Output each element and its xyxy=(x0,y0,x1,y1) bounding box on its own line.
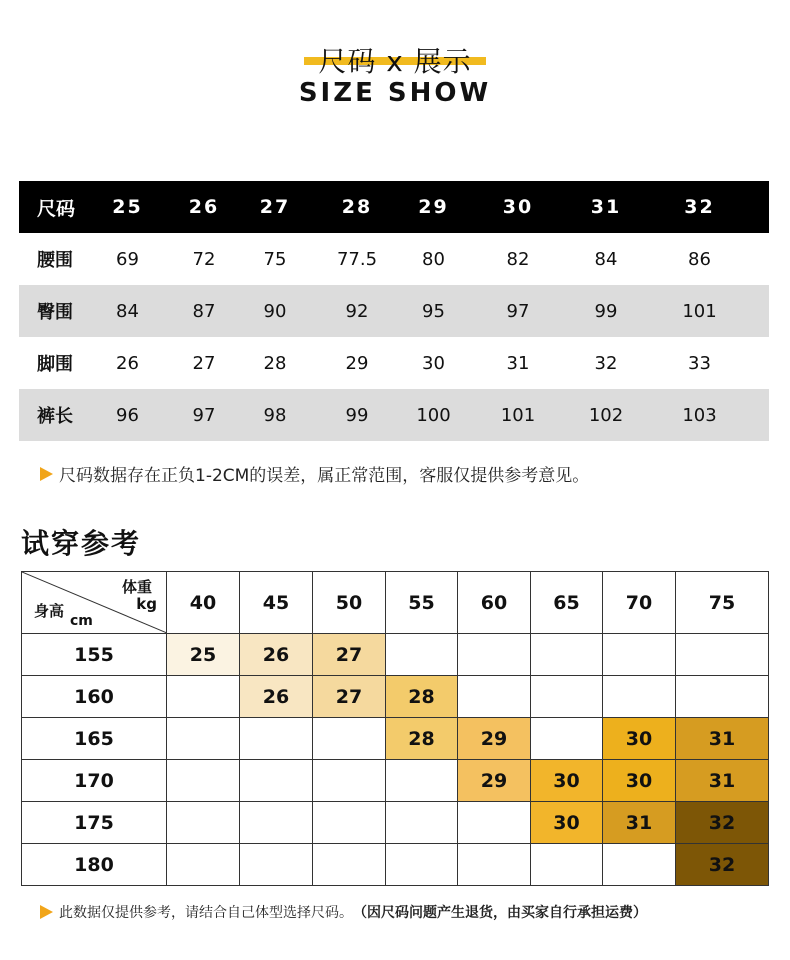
value-cell: 90 xyxy=(263,300,287,322)
fit-cell: 27 xyxy=(313,634,386,676)
height-cell: 180 xyxy=(22,844,167,886)
size-cell: 26 xyxy=(188,196,220,218)
height-row xyxy=(22,676,769,718)
fit-cell xyxy=(603,634,676,676)
value-cell: 30 xyxy=(422,352,445,374)
fit-cell xyxy=(531,718,603,760)
size-cell: 30 xyxy=(502,196,534,218)
height-row xyxy=(22,634,769,676)
fit-cell: 26 xyxy=(240,634,313,676)
value-cell: 26 xyxy=(116,352,139,374)
fit-cell: 27 xyxy=(313,676,386,718)
size-cell: 29 xyxy=(418,196,449,218)
value-cell: 96 xyxy=(116,404,139,426)
size-cell: 27 xyxy=(259,196,291,218)
fit-cell xyxy=(458,844,531,886)
fit-cell: 28 xyxy=(386,676,458,718)
table-row xyxy=(19,285,769,337)
fit-note-bold: （因尺码问题产生退货，由买家自行承担运费） xyxy=(353,905,647,921)
weight-header-row xyxy=(22,572,769,634)
value-cell: 101 xyxy=(500,404,536,426)
fit-cell: 31 xyxy=(676,718,769,760)
height-cell: 170 xyxy=(22,760,167,802)
fit-cell: 30 xyxy=(603,718,676,760)
fit-cell xyxy=(531,634,603,676)
size-cell: 25 xyxy=(112,196,143,218)
size-note xyxy=(40,461,589,486)
weight-label: 体重 xyxy=(121,578,152,596)
fit-cell xyxy=(386,844,458,886)
fit-note xyxy=(40,902,647,922)
weight-cell: 70 xyxy=(603,572,676,634)
triangle-icon xyxy=(40,905,53,919)
height-cell: 155 xyxy=(22,634,167,676)
fit-cell xyxy=(167,802,240,844)
fit-cell xyxy=(458,676,531,718)
fit-cell xyxy=(313,844,386,886)
weight-cell: 60 xyxy=(458,572,531,634)
value-cell: 33 xyxy=(688,352,711,374)
size-note-text: 尺码数据存在正负1-2CM的误差，属正常范围，客服仅提供参考意见。 xyxy=(59,466,590,486)
value-cell: 86 xyxy=(688,248,711,270)
size-table xyxy=(19,181,769,441)
fit-cell xyxy=(676,676,769,718)
value-cell: 80 xyxy=(422,248,445,270)
value-cell: 84 xyxy=(594,248,618,270)
height-cell: 175 xyxy=(22,802,167,844)
fit-cell xyxy=(386,634,458,676)
fit-cell: 25 xyxy=(167,634,240,676)
weight-cell: 55 xyxy=(386,572,458,634)
fit-cell xyxy=(386,760,458,802)
corner-cell xyxy=(22,572,167,634)
row-label: 脚围 xyxy=(37,354,73,375)
weight-unit: kg xyxy=(136,595,157,613)
fit-cell xyxy=(603,844,676,886)
fit-cell: 30 xyxy=(603,760,676,802)
table-row xyxy=(19,389,769,441)
fit-reference-grid xyxy=(21,571,769,886)
fit-cell xyxy=(167,718,240,760)
fit-cell: 32 xyxy=(676,802,769,844)
value-cell: 69 xyxy=(116,248,139,270)
fit-cell xyxy=(313,802,386,844)
size-cell: 32 xyxy=(684,196,715,218)
fit-cell: 29 xyxy=(458,718,531,760)
value-cell: 31 xyxy=(506,352,530,374)
value-cell: 92 xyxy=(345,300,369,322)
value-cell: 84 xyxy=(116,300,139,322)
fit-cell xyxy=(603,676,676,718)
fit-cell xyxy=(458,634,531,676)
value-cell: 98 xyxy=(263,404,287,426)
fit-cell xyxy=(167,676,240,718)
height-row xyxy=(22,718,769,760)
value-cell: 97 xyxy=(192,404,216,426)
value-cell: 72 xyxy=(192,248,216,270)
height-unit: cm xyxy=(70,613,93,629)
size-header-label: 尺码 xyxy=(37,197,76,220)
value-cell: 28 xyxy=(263,352,287,374)
height-cell: 160 xyxy=(22,676,167,718)
table-row xyxy=(19,233,769,285)
height-row xyxy=(22,844,769,886)
fit-cell: 31 xyxy=(603,802,676,844)
height-row xyxy=(22,760,769,802)
table-row xyxy=(19,337,769,389)
value-cell: 103 xyxy=(682,404,717,426)
value-cell: 102 xyxy=(588,404,624,426)
value-cell: 95 xyxy=(422,300,445,322)
fit-cell xyxy=(676,634,769,676)
row-label: 臀围 xyxy=(37,302,73,323)
fit-cell xyxy=(531,844,603,886)
row-label: 腰围 xyxy=(37,250,73,271)
value-cell: 99 xyxy=(345,404,369,426)
fit-cell: 26 xyxy=(240,676,313,718)
fit-cell xyxy=(167,844,240,886)
value-cell: 32 xyxy=(594,352,618,374)
fit-section-title: 试穿参考 xyxy=(21,527,142,560)
value-cell: 97 xyxy=(506,300,530,322)
value-cell: 99 xyxy=(594,300,618,322)
fit-note-text: 此数据仅提供参考，请结合自己体型选择尺码。 xyxy=(59,905,353,921)
value-cell: 27 xyxy=(192,352,216,374)
height-label: 身高 xyxy=(34,602,65,620)
weight-cell: 75 xyxy=(676,572,769,634)
value-cell: 29 xyxy=(345,352,369,374)
fit-cell: 31 xyxy=(676,760,769,802)
value-cell: 101 xyxy=(682,300,717,322)
value-cell: 100 xyxy=(416,404,451,426)
value-cell: 87 xyxy=(192,300,216,322)
fit-cell xyxy=(531,676,603,718)
fit-cell xyxy=(240,844,313,886)
size-cell: 28 xyxy=(341,196,373,218)
fit-cell: 29 xyxy=(458,760,531,802)
value-cell: 75 xyxy=(263,248,287,270)
fit-cell: 30 xyxy=(531,760,603,802)
page-subtitle: SIZE SHOW xyxy=(298,78,492,108)
weight-cell: 45 xyxy=(240,572,313,634)
fit-cell xyxy=(167,760,240,802)
fit-cell xyxy=(240,802,313,844)
fit-cell xyxy=(313,760,386,802)
height-cell: 165 xyxy=(22,718,167,760)
weight-cell: 40 xyxy=(167,572,240,634)
height-row xyxy=(22,802,769,844)
value-cell: 77.5 xyxy=(336,248,378,270)
weight-cell: 50 xyxy=(313,572,386,634)
fit-cell: 32 xyxy=(676,844,769,886)
fit-cell xyxy=(240,760,313,802)
weight-cell: 65 xyxy=(531,572,603,634)
triangle-icon xyxy=(40,467,53,481)
fit-cell xyxy=(386,802,458,844)
fit-cell: 28 xyxy=(386,718,458,760)
fit-cell xyxy=(458,802,531,844)
page-title: 尺码 x 展示 xyxy=(318,45,472,78)
row-label: 裤长 xyxy=(37,406,73,427)
size-table-header xyxy=(19,181,769,233)
size-cell: 31 xyxy=(590,196,622,218)
fit-cell: 30 xyxy=(531,802,603,844)
fit-cell xyxy=(240,718,313,760)
fit-cell xyxy=(313,718,386,760)
value-cell: 82 xyxy=(506,248,530,270)
